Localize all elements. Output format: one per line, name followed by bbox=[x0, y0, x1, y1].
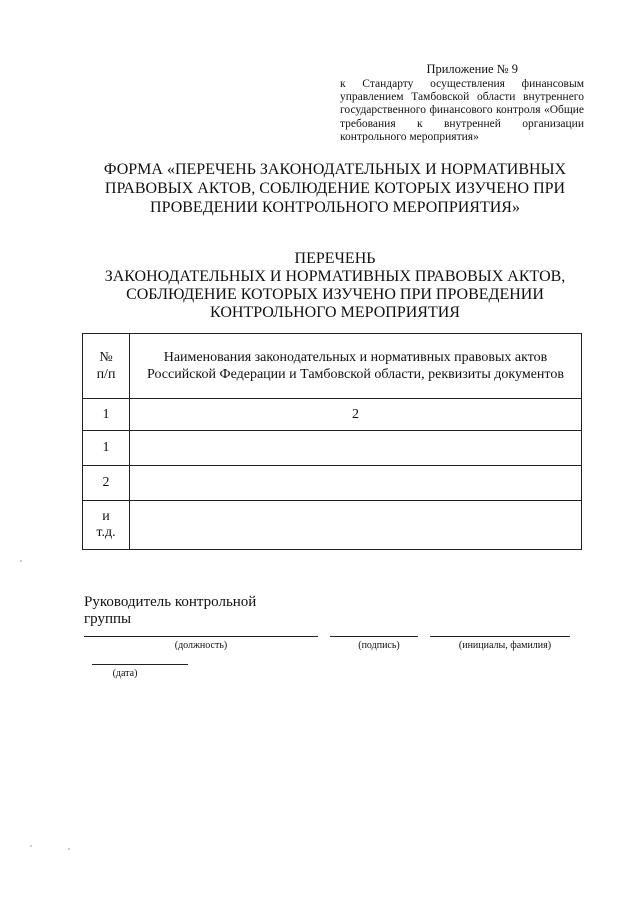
row-etc-line: и bbox=[102, 509, 110, 524]
row-etc-line: т.д. bbox=[96, 525, 116, 540]
row-name-cell bbox=[130, 431, 582, 466]
form-title-line: ФОРМА «ПЕРЕЧЕНЬ ЗАКОНОДАТЕЛЬНЫХ И НОРМАТИВНЫХ bbox=[103, 161, 567, 178]
signature-caption: (подпись) bbox=[358, 640, 400, 651]
row-name-cell bbox=[130, 501, 582, 550]
signer-label: Руководитель контрольной группы bbox=[84, 594, 257, 627]
name-caption: (инициалы, фамилия) bbox=[458, 640, 552, 651]
name-line bbox=[430, 636, 570, 637]
header-number-abbr: п/п bbox=[96, 367, 116, 382]
table-index-row bbox=[83, 399, 582, 431]
list-title-line: ЗАКОНОДАТЕЛЬНЫХ И НОРМАТИВНЫХ ПРАВОВЫХ АКТОВ, bbox=[104, 268, 566, 285]
position-line bbox=[84, 636, 318, 637]
scan-speck bbox=[20, 560, 22, 562]
row-number-cell: 1 bbox=[83, 431, 130, 466]
form-title-line: ПРОВЕДЕНИИ КОНТРОЛЬНОГО МЕРОПРИЯТИЯ» bbox=[150, 199, 520, 216]
form-title-line: ПРАВОВЫХ АКТОВ, СОБЛЮДЕНИЕ КОТОРЫХ ИЗУЧЕНО ПРИ bbox=[104, 180, 566, 197]
form-title bbox=[100, 160, 570, 217]
list-title-line: ПЕРЕЧЕНЬ bbox=[294, 250, 376, 267]
table-row bbox=[83, 466, 582, 501]
row-number-cell: 2 bbox=[83, 466, 130, 501]
header-name-cell: Наименования законодательных и нормативных правовых актов Российской Федерации и Тамбовской области, реквизиты документов bbox=[130, 334, 582, 399]
date-caption: (дата) bbox=[112, 668, 138, 679]
index-cell-2: 2 bbox=[130, 399, 582, 431]
row-etc-cell bbox=[83, 501, 130, 550]
table-row bbox=[83, 431, 582, 466]
scan-speck bbox=[68, 848, 70, 850]
table-header-row bbox=[83, 334, 582, 399]
list-title-line: СОБЛЮДЕНИЕ КОТОРЫХ ИЗУЧЕНО ПРИ ПРОВЕДЕНИИ bbox=[126, 286, 544, 303]
position-caption: (должность) bbox=[174, 640, 228, 651]
date-line bbox=[92, 664, 188, 665]
list-title-line: КОНТРОЛЬНОГО МЕРОПРИЯТИЯ bbox=[210, 304, 460, 321]
index-cell-1: 1 bbox=[83, 399, 130, 431]
scan-speck bbox=[30, 845, 32, 847]
header-number-sign: № bbox=[99, 350, 113, 365]
table-row-etc bbox=[83, 501, 582, 550]
header-number-cell bbox=[83, 334, 130, 399]
acts-table bbox=[82, 333, 582, 550]
appendix-text: к Стандарту осуществления финансовым управлением Тамбовской области внутреннего государственного финансового контроля «Общие требования к внутренней организации контрольного мероприятия» bbox=[340, 78, 584, 143]
signature-line bbox=[330, 636, 418, 637]
appendix-title: Приложение № 9 bbox=[426, 62, 518, 76]
row-name-cell bbox=[130, 466, 582, 501]
list-title bbox=[100, 250, 570, 322]
